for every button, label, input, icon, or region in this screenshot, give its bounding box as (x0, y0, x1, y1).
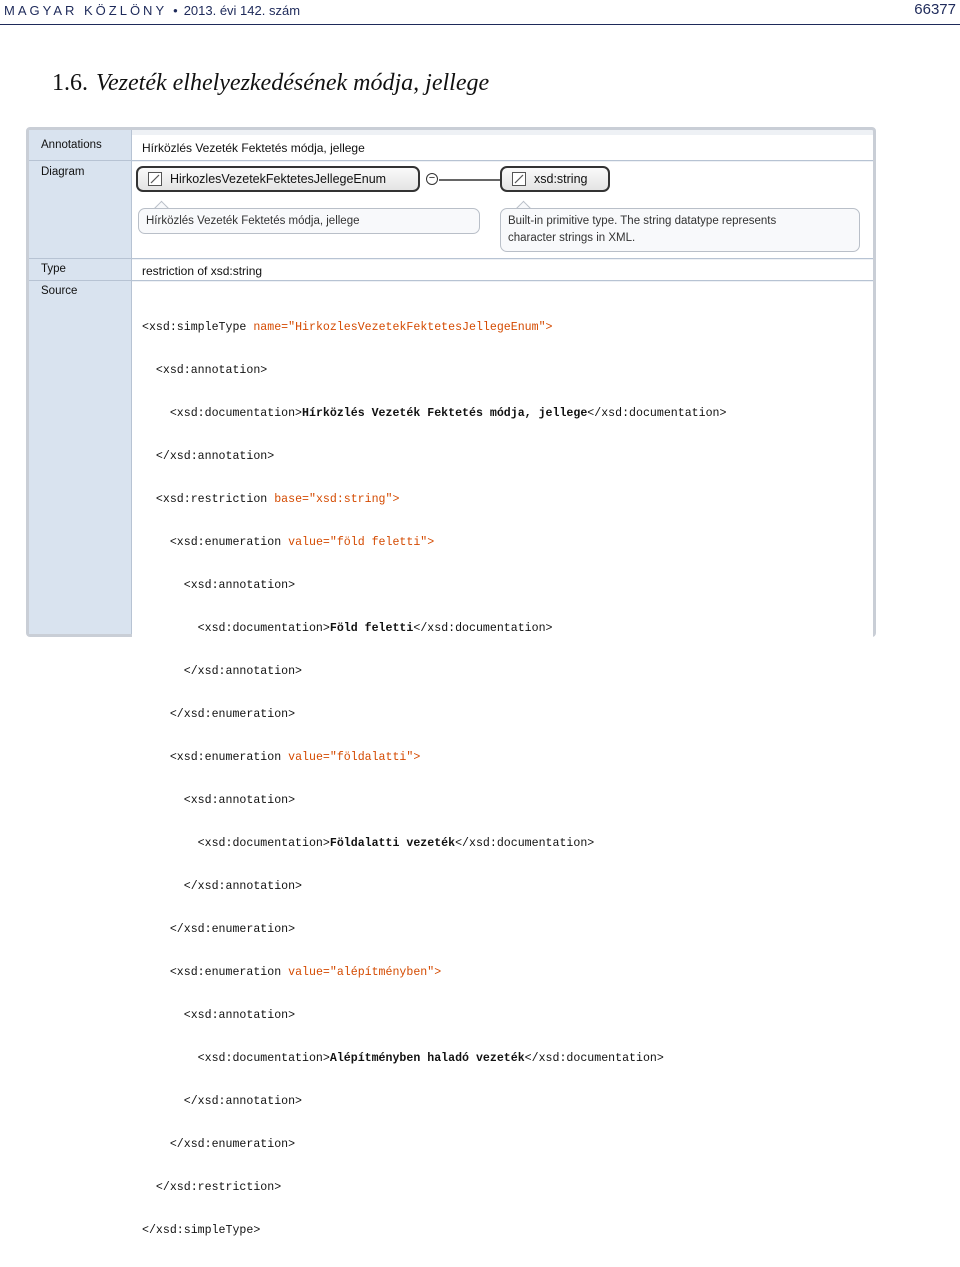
section-number: 1.6. (52, 70, 88, 96)
simple-type-icon (148, 172, 162, 186)
enum-description: Hírközlés Vezeték Fektetés módja, jellege (146, 215, 360, 227)
source-cell (132, 282, 873, 1238)
code-line: <xsd:documentation>Földalatti vezeték</xsd:documentation> (142, 837, 595, 851)
code-line: <xsd:enumeration value="alépítményben"> (142, 966, 442, 980)
annotations-cell (132, 135, 873, 160)
code-line: </xsd:annotation> (142, 1095, 303, 1109)
type-cell (132, 260, 873, 280)
enum-type-node[interactable] (136, 166, 420, 192)
base-description-line2: character strings in XML. (508, 232, 636, 244)
code-line: <xsd:restriction base="xsd:string"> (142, 492, 400, 506)
xsd-source-code (142, 292, 726, 1267)
header-rule (0, 24, 960, 25)
enum-type-node-label: HirkozlesVezetekFektetesJellegeEnum (170, 172, 387, 186)
enum-description-bubble (138, 208, 480, 234)
page-header (0, 0, 960, 26)
diagram-cell (132, 162, 873, 258)
base-description-bubble (500, 208, 860, 252)
code-line: <xsd:documentation>Hírközlés Vezeték Fektetés módja, jellege</xsd:documentation> (142, 406, 727, 420)
code-line: <xsd:simpleType name="HirkozlesVezetekFektetesJellegeEnum"> (142, 320, 553, 334)
label-source: Source (41, 285, 78, 297)
code-line: <xsd:documentation>Föld feletti</xsd:documentation> (142, 621, 553, 635)
section-title-text: Vezeték elhelyezkedésének módja, jellege (96, 70, 490, 96)
base-description-line1: Built-in primitive type. The string datatype represents (508, 215, 777, 227)
schema-panel (26, 127, 876, 1238)
code-line: </xsd:enumeration> (142, 707, 296, 721)
header-bullet: • (173, 3, 178, 18)
label-type: Type (41, 263, 66, 275)
code-line: <xsd:annotation> (142, 794, 296, 808)
code-line: </xsd:annotation> (142, 449, 275, 463)
type-text: restriction of xsd:string (142, 264, 263, 278)
code-line: </xsd:enumeration> (142, 923, 296, 937)
base-type-node-label: xsd:string (534, 172, 588, 186)
journal-name: MAGYAR KÖZLÖNY (4, 3, 168, 18)
row-divider (29, 258, 873, 259)
annotation-text: Hírközlés Vezeték Fektetés módja, jellege (142, 141, 365, 155)
diagram-connector (439, 179, 501, 181)
code-line: <xsd:enumeration value="föld feletti"> (142, 535, 435, 549)
code-line: <xsd:annotation> (142, 578, 296, 592)
code-line: <xsd:enumeration value="földalatti"> (142, 751, 421, 764)
label-annotations: Annotations (41, 139, 102, 151)
row-divider (29, 280, 873, 281)
code-line: <xsd:annotation> (142, 363, 268, 377)
collapse-minus-icon[interactable]: − (426, 173, 438, 185)
base-type-node[interactable] (500, 166, 610, 192)
code-line: </xsd:annotation> (142, 880, 303, 894)
code-line: <xsd:annotation> (142, 1009, 296, 1023)
code-line: </xsd:simpleType> (142, 1224, 261, 1238)
code-line: </xsd:enumeration> (142, 1138, 296, 1152)
code-line: </xsd:restriction> (142, 1181, 282, 1195)
row-divider (29, 160, 873, 161)
simple-type-icon (512, 172, 526, 186)
section-title (52, 70, 489, 97)
issue-label: 2013. évi 142. szám (183, 3, 301, 18)
code-line: <xsd:documentation>Alépítményben haladó vezeték</xsd:documentation> (142, 1052, 664, 1066)
label-diagram: Diagram (41, 166, 85, 178)
journal-header (4, 3, 300, 18)
label-column (29, 130, 132, 634)
code-line: </xsd:annotation> (142, 664, 303, 678)
page-number: 66377 (914, 1, 956, 18)
